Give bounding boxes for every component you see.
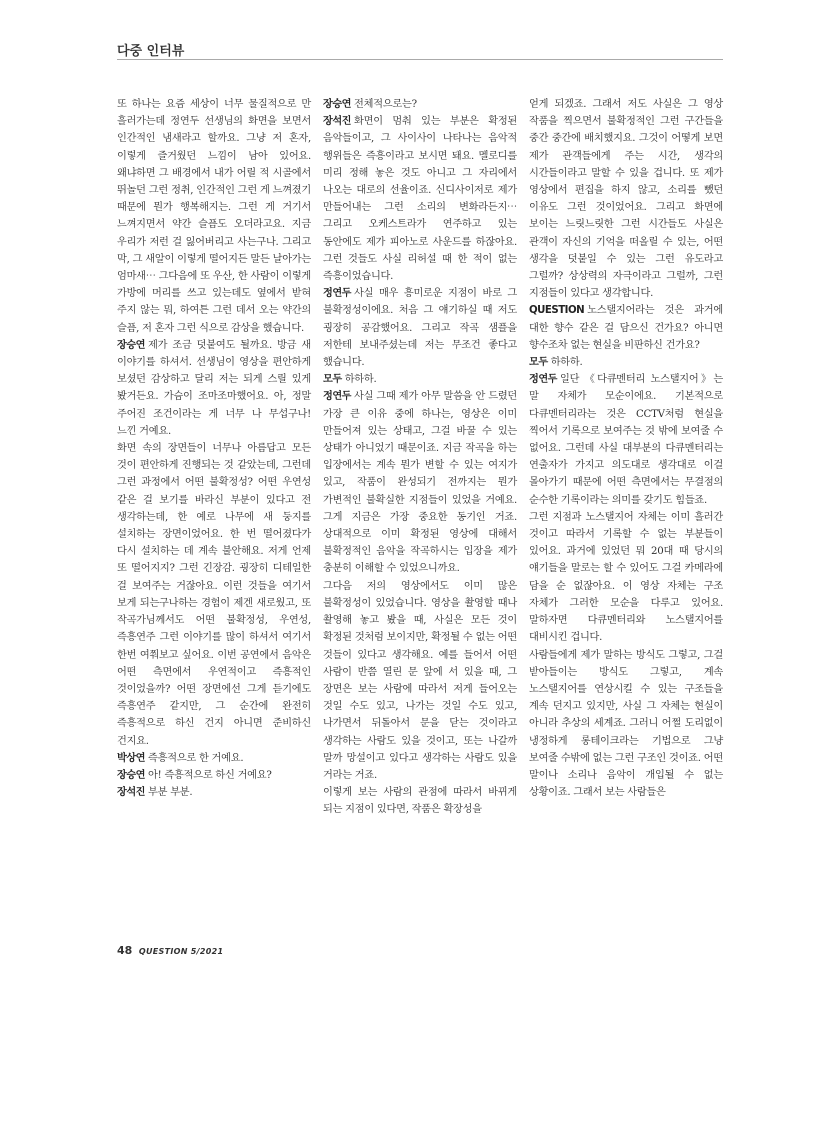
paragraph-text: 화면 속의 장면들이 너무나 아름답고 모든 것이 편안하게 진행되는 것 같았는데, 그런데 그런 과정에서 어떤 불확정성? 어떤 우연성 같은 걸 보기를 바라신 부분이 있다고 전 생각하는데, 한 예로 나무에 새 둥지를 설치하는 장면이었어요. 한 번 떨어졌다가 다시 설치하는 데 계속 불안해요. 저게 언제 또 떨어지지? 그런 긴장감. 굉장히 디테일한 걸 보여주는 거잖아요. 이런 것들을 여기서 보게 되는구나하는 경험이 제겐 새로웠고, 또 작곡가님께서도 어떤 불확정성, 우연성, 즉흥연주 그런 이야기를 많이 하셔서 여기서 한번 여쭤보고 싶어요. 이번 공연에서 음악은 어떤 측면에서 우연적이고 즉흥적인 것이었을까? 어떤 장면에선 그게 듣기에도 즉흥연주 같지만, 그 순간에 완전히 즉흥적으로 하신 건지 아니면 준비하신 건지요. (117, 443, 311, 747)
text-column-3 (529, 96, 723, 801)
paragraph (117, 96, 311, 337)
paragraph-text: 부분 부분. (148, 787, 193, 799)
paragraph (323, 784, 517, 818)
page-footer (117, 944, 223, 957)
paragraph-text: 또 하나는 요즘 세상이 너무 물질적으로 만 흘러가는데 정연두 선생님의 화면을 보면서 인간적인 냄새라고 할까요. 그냥 저 혼자, 이렇게 즐거웠던 느낌이 남아 있어요. 왜냐하면 그 배경에서 내가 어릴 적 시골에서 뛰놀던 그런 정취, 인간적인 그런 게 느껴졌기 때문에 뭔가 행복해지는. 그런 게 거기서 느껴지면서 약간 슬픔도 오더라고요. 지금 우리가 저런 걸 잃어버리고 사는구나. 그리고 막, 그 새알이 이렇게 떨어지든 말든 날아가는 엄마새⋯ 그다음에 또 우산, 한 사람이 이렇게 가방에 머리를 쓰고 있는데도 옆에서 받혀 주지 않는 뭐, 하여튼 그런 데서 오는 약간의 슬픔, 저 혼자 그런 식으로 감상을 했습니다. (117, 99, 311, 334)
speaker-name: 장승연 (323, 99, 352, 110)
text-column-1 (117, 96, 311, 801)
paragraph (117, 440, 311, 750)
paragraph (117, 337, 311, 440)
paragraph (323, 96, 517, 113)
speaker-name: 정연두 (323, 288, 352, 300)
paragraph (529, 96, 723, 302)
magazine-issue: QUESTION 5/2021 (138, 947, 224, 956)
paragraph-text: 화면이 멈춰 있는 부분은 확정된 음악들이고, 그 사이사이 나타나는 음악적 행위들은 즉흥이라고 보시면 돼요. 멜로디를 미리 정해 놓은 것도 아니고 그 자리에서 나오는 대로의 선율이죠. 신디사이저로 제가 만들어내는 그런 소리의 변화라든지⋯ 그리고 오케스트라가 연주하고 있는 동안에도 제가 피아노로 사운드를 하잖아요. 그런 것들도 사실 리허설 때 한 적이 없는 즉흥이었습니다. (323, 116, 517, 283)
paragraph (529, 371, 723, 509)
paragraph-text: 그런 지점과 노스탤지어 자체는 이미 흘러간 것이고 따라서 기록할 수 없는 부분들이 있어요. 과거에 있었던 뭐 20대 때 당시의 얘기들을 말로는 할 수 있어도 그걸 카메라에 담을 순 없잖아요. 이 영상 자체는 구조 자체가 그러한 모순을 다루고 있어요. 말하자면 다큐멘터리와 노스탤지어를 대비시킨 겁니다. (529, 511, 723, 644)
paragraph-text: 하하하. (344, 374, 377, 386)
speaker-name: 장석진 (323, 116, 352, 128)
paragraph-text: 사람들에게 제가 말하는 방식도 그렇고, 그걸 받아들이는 방식도 그렇고, 계속 노스탤지어를 연상시킬 수 있는 구조들을 계속 던지고 있지만, 사실 그 자체는 현실이 아니라 추상의 세계죠. 그러니 어쩔 도리없이 냉정하게 롱테이크라는 기법으로 그냥 보여줄 수밖에 없는 그런 구조인 것이죠. 어떤 말이나 소리나 음악이 개입될 수 없는 상황이죠. 그래서 보는 사람들은 (529, 649, 723, 799)
page-number: 48 (117, 944, 133, 957)
paragraph (117, 767, 311, 784)
speaker-name: 장석진 (117, 787, 146, 799)
speaker-name: 정연두 (323, 391, 352, 403)
paragraph (323, 578, 517, 784)
speaker-name: 정연두 (529, 374, 558, 386)
speaker-name: 모두 (323, 374, 342, 386)
paragraph (529, 509, 723, 647)
speaker-name: 박상연 (117, 752, 146, 764)
paragraph-text: 즉흥적으로 한 거예요. (148, 752, 244, 764)
paragraph (529, 302, 723, 354)
paragraph (323, 285, 517, 371)
speaker-name: 장승연 (117, 769, 146, 781)
paragraph-text: 이렇게 보는 사람의 관점에 따라서 바뀌게 되는 지점이 있다면, 작품은 확장성을 (323, 787, 517, 816)
paragraph-text: 노스탤지어라는 것은 과거에 대한 향수 같은 걸 담으신 건가요? 아니면 향수조차 없는 현실을 비판하신 건가요? (529, 305, 723, 351)
text-column-2 (323, 96, 517, 819)
paragraph (529, 354, 723, 371)
paragraph-text: 제가 조금 덧붙여도 될까요. 방금 새 이야기를 하셔서. 선생님이 영상을 편안하게 보셨던 감상하고 달리 저는 되게 스릴 있게 봤거든요. 가슴이 조마조마했어요. 아, 정말 주어진 조건이라는 게 너무 나 무섭구나! 느낀 거예요. (117, 339, 311, 437)
paragraph-text: 일단 《다큐멘터리 노스탤지어》는 말 자체가 모순이에요. 기본적으로 다큐멘터리라는 것은 CCTV처럼 현실을 찍어서 기록으로 보여주는 것 밖에 보여줄 수 없어요. 그런데 사실 대부분의 다큐멘터리는 연출자가 가지고 의도대로 생각대로 이걸 몰아가기 때문에 어떤 측면에서는 무결점의 순수한 기록이라는 의미를 갖기도 힘들죠. (529, 374, 723, 506)
paragraph-text: 얻게 되겠죠. 그래서 저도 사실은 그 영상 작품을 찍으면서 불확정적인 그런 구간들을 중간 중간에 배치했지요. 그것이 어떻게 보면 제가 관객들에게 주는 시간, 생각의 시간들이라고 말할 수 있을 겁니다. 또 제가 영상에서 편집을 하지 않고, 소리를 뺐던 이유도 그런 것이었어요. 그리고 화면에 보이는 느릿느릿한 그런 시간들도 사실은 관객이 자신의 기억을 떠올릴 수 있는, 어떤 생각을 덧붙일 수 있는 그런 유도라고 그럴까? 상상력의 자극이라고 그럴까, 그런 지점들이 있다고 생각합니다. (529, 99, 723, 300)
paragraph (323, 371, 517, 388)
section-title: 다중 인터뷰 (117, 44, 185, 59)
paragraph-text: 전체적으로는? (354, 99, 417, 110)
paragraph (117, 750, 311, 767)
paragraph (323, 388, 517, 577)
paragraph (117, 784, 311, 801)
speaker-name: 모두 (529, 357, 548, 369)
paragraph (529, 647, 723, 802)
speaker-name: QUESTION (529, 305, 585, 317)
paragraph-text: 그다음 저의 영상에서도 이미 많은 불확정성이 있었습니다. 영상을 촬영할 때나 촬영해 놓고 봤을 때, 사실은 모든 것이 확정된 것처럼 보이지만, 확정될 수 없는 어떤 것들이 있다고 생각해요. 예를 들어서 어떤 사람이 반쯤 열린 문 앞에 서 있을 때, 그 장면은 보는 사람에 따라서 저게 들어오는 것일 수도 있고, 나가는 것일 수도 있고, 나가면서 뒤돌아서 문을 닫는 것이라고 생각하는 사람도 있을 것이고, 또는 나갈까 말까 망설이고 있다고 생각하는 사람도 있을 거라는 거죠. (323, 580, 517, 781)
paragraph-text: 아! 즉흥적으로 하신 거예요? (148, 769, 272, 781)
speaker-name: 장승연 (117, 339, 146, 351)
paragraph-text: 사실 그때 제가 아무 말씀을 안 드렸던 가장 큰 이유 중에 하나는, 영상은 이미 만들어져 있는 상태고, 그걸 바꿀 수 있는 상태가 아니었기 때문이죠. 지금 작곡을 하는 입장에서는 계속 뭔가 변할 수 있는 여지가 있고, 작품이 완성되기 전까지는 뭔가 가변적인 불확실한 지점들이 있었을 거예요. 그게 지금은 가장 중요한 동기인 거죠. 상대적으로 이미 확정된 영상에 대해서 불확정적인 음악을 작곡하시는 입장을 제가 충분히 이해할 수 있었으니까요. (323, 391, 517, 575)
paragraph-text: 하하하. (550, 357, 583, 369)
header-divider (117, 59, 723, 60)
paragraph-text: 사실 매우 흥미로운 지점이 바로 그 불확정성이에요. 처음 그 얘기하실 때 저도 굉장히 공감했어요. 그리고 작곡 샘플을 저한테 보내주셨는데 저는 무조건 좋다고 했습니다. (323, 288, 517, 369)
paragraph (323, 113, 517, 285)
